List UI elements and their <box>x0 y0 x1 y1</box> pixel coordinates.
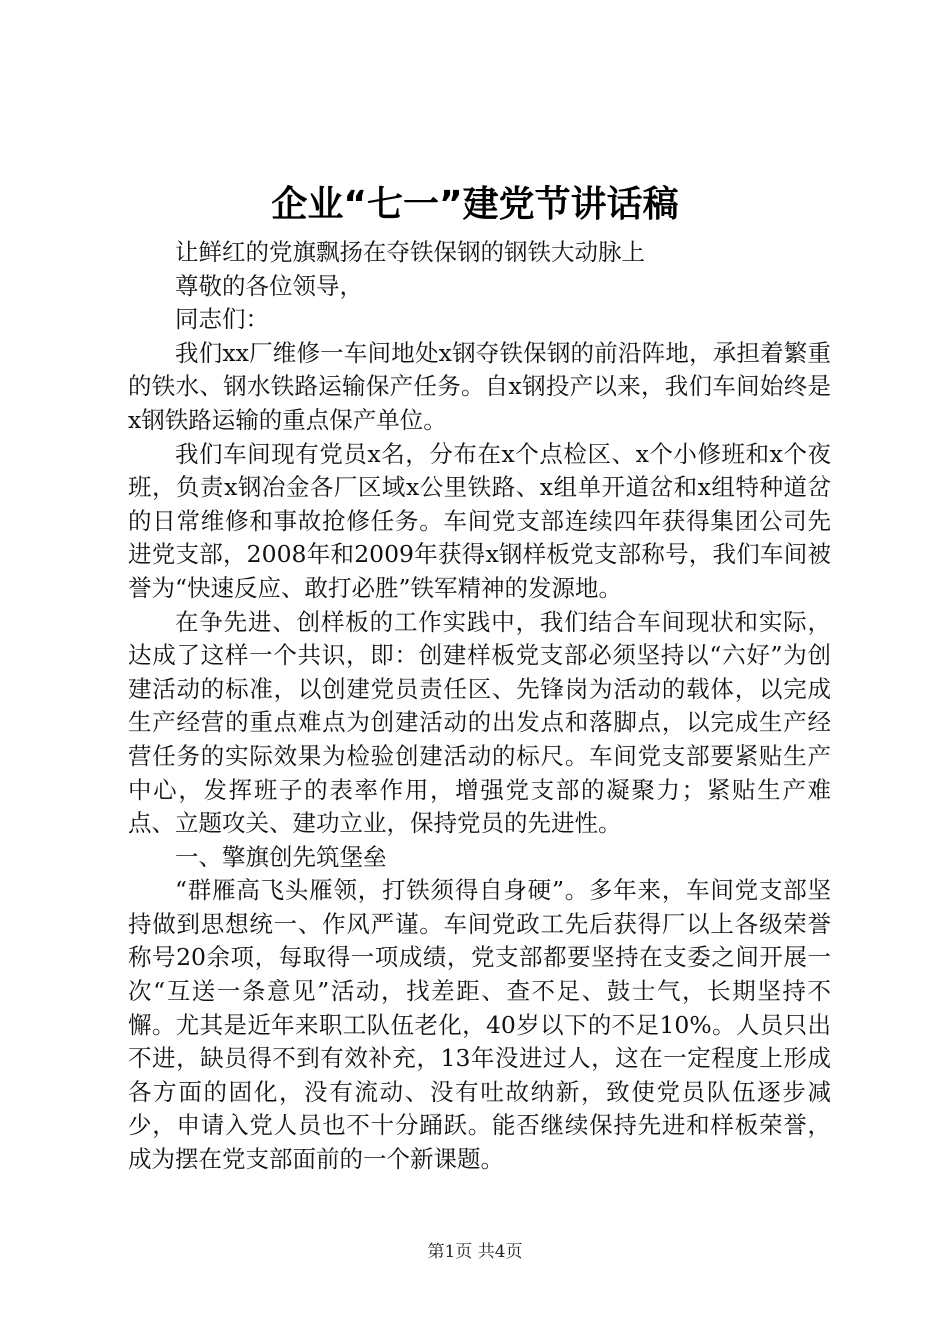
body-paragraph: 在争先进、创样板的工作实践中，我们结合车间现状和实际，达成了这样一个共识，即：创建样板党支部必须坚持以“六好”为创建活动的标准，以创建党员责任区、先锋岗为活动的载体，以完成生产经营的重点难点为创建活动的出发点和落脚点，以完成生产经营任务的实际效果为检验创建活动的标尺。车间党支部要紧贴生产中心，发挥班子的表率作用，增强党支部的凝聚力；紧贴生产难点、立题攻关、建功立业，保持党员的先进性。 <box>128 607 831 838</box>
salutation-leaders: 尊敬的各位领导， <box>175 271 363 300</box>
body-paragraph: 我们车间现有党员x名，分布在x个点检区、x个小修班和x个夜班，负责x钢冶金各厂区域x公里铁路、x组单开道岔和x组特种道岔的日常维修和事故抢修任务。车间党支部连续四年获得集团公司先进党支部，2008年和2009年获得x钢样板党支部称号，我们车间被誉为“快速反应、敢打必胜”铁军精神的发源地。 <box>128 439 831 602</box>
page-footer: 第1页 共4页 <box>427 1242 523 1262</box>
document-body <box>128 236 831 1177</box>
document-title: 企业“七一”建党节讲话稿 <box>271 184 679 225</box>
body-paragraph: “群雁高飞头雁领，打铁须得自身硬”。多年来，车间党支部坚持做到思想统一、作风严谨。车间党政工先后获得厂以上各级荣誉称号20余项，每取得一项成绩，党支部都要坚持在支委之间开展一次“互送一条意见”活动，找差距、查不足、鼓士气，长期坚持不懈。尤其是近年来职工队伍老化，40岁以下的不足10%。人员只出不进，缺员得不到有效补充，13年没进过人，这在一定程度上形成各方面的固化，没有流动、没有吐故纳新，致使党员队伍逐步减少，申请入党人员也不十分踊跃。能否继续保持先进和样板荣誉，成为摆在党支部面前的一个新课题。 <box>128 876 831 1174</box>
subtitle-paragraph: 让鲜红的党旗飘扬在夺铁保钢的钢铁大动脉上 <box>175 238 645 266</box>
body-paragraph: 我们xx厂维修一车间地处x钢夺铁保钢的前沿阵地，承担着繁重的铁水、钢水铁路运输保产任务。自x钢投产以来，我们车间始终是x钢铁路运输的重点保产单位。 <box>128 338 831 434</box>
salutation-comrades: 同志们： <box>175 305 269 334</box>
section-heading: 一、擎旗创先筑堡垒 <box>175 842 387 871</box>
